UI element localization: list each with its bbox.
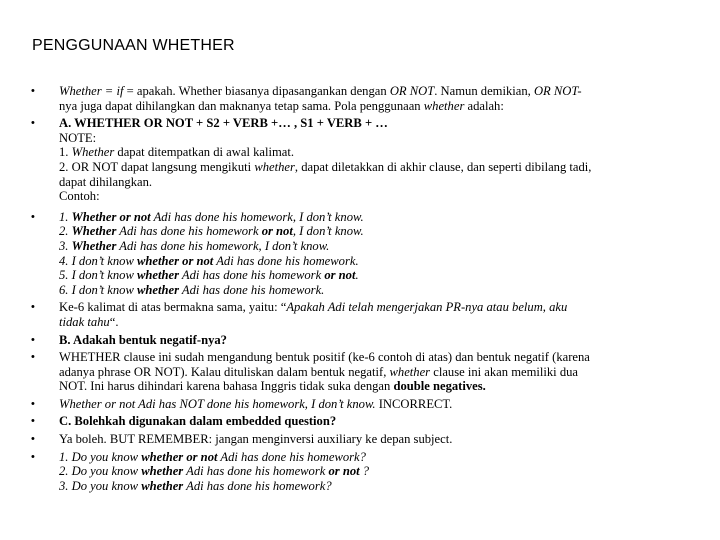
text-segment: Adi has done his homework. bbox=[179, 282, 325, 297]
text-segment: clause ini akan memiliki dua bbox=[430, 364, 579, 379]
text-segment: 4. I don’t know bbox=[59, 253, 138, 268]
text-segment: Whether bbox=[71, 145, 115, 160]
text-segment: Adi has done his homework? bbox=[217, 449, 366, 464]
text-line bbox=[59, 432, 695, 447]
bullet-item bbox=[31, 300, 695, 329]
text-segment: whether bbox=[423, 98, 465, 113]
text-segment: 5. I don’t know bbox=[59, 268, 138, 283]
text-segment: 2. OR NOT dapat langsung mengikuti bbox=[59, 159, 255, 174]
text-segment: 1. Do you know bbox=[59, 449, 142, 464]
text-line bbox=[59, 283, 695, 298]
text-segment: C. Bolehkah digunakan dalam embedded question? bbox=[59, 414, 337, 429]
text-line bbox=[59, 479, 695, 494]
text-segment: nya juga dapat dihilangkan dan maknanya tetap sama. Pola penggunaan bbox=[59, 98, 424, 113]
text-segment: ? bbox=[359, 464, 370, 479]
text-line bbox=[59, 315, 695, 330]
text-line bbox=[59, 189, 695, 204]
text-segment: 6. I don’t know bbox=[59, 282, 138, 297]
text-segment: , I don’t know. bbox=[292, 224, 364, 239]
text-line bbox=[59, 116, 695, 131]
text-segment: WHETHER clause ini sudah mengandung bentuk positif (ke-6 contoh di atas) dan bentuk negatif (karena bbox=[59, 350, 590, 365]
text-segment: double negatives. bbox=[393, 379, 486, 394]
text-segment: adanya phrase OR NOT). Kalau dituliskan dalam bentuk negatif, bbox=[59, 364, 390, 379]
text-line bbox=[59, 99, 695, 114]
text-segment: 2. bbox=[59, 224, 72, 239]
bullet-item bbox=[31, 432, 695, 447]
text-segment: dapat ditempatkan di awal kalimat. bbox=[114, 145, 295, 160]
text-segment: B. Adakah bentuk negatif-nya? bbox=[59, 332, 227, 347]
text-segment: 3. Do you know bbox=[59, 478, 142, 493]
bullet-item bbox=[31, 450, 695, 494]
text-line bbox=[59, 450, 695, 465]
bullet-item bbox=[31, 397, 695, 412]
text-segment: Whether bbox=[71, 224, 117, 239]
text-segment: Adi has done his homework? bbox=[183, 478, 332, 493]
text-line bbox=[59, 379, 695, 394]
text-segment: Adi has done his homework bbox=[183, 464, 329, 479]
text-line bbox=[59, 145, 695, 160]
bullet-item bbox=[31, 116, 695, 204]
bullet-item bbox=[31, 333, 695, 348]
text-segment: whether bbox=[141, 464, 184, 479]
text-line bbox=[59, 414, 695, 429]
text-line bbox=[59, 254, 695, 269]
text-segment: whether bbox=[137, 268, 180, 283]
text-segment: 2. Do you know bbox=[59, 464, 142, 479]
text-segment: whether bbox=[254, 159, 295, 174]
text-segment: Whether = if bbox=[59, 84, 124, 98]
text-line bbox=[59, 84, 695, 99]
text-line bbox=[59, 160, 695, 175]
text-line bbox=[59, 268, 695, 283]
page-title: PENGGUNAAN WHETHER bbox=[32, 37, 235, 54]
text-segment: NOT. Ini harus dihindari karena bahasa Inggris tidak suka dengan bbox=[59, 379, 394, 394]
bullet-item bbox=[31, 210, 695, 298]
bullet-item bbox=[31, 350, 695, 394]
text-segment: whether bbox=[389, 364, 431, 379]
text-segment: Apakah Adi telah mengerjakan PR-nya atau belum, aku bbox=[286, 300, 568, 315]
text-line bbox=[59, 464, 695, 479]
text-segment: whether or not bbox=[141, 449, 218, 464]
text-segment: or not bbox=[261, 224, 293, 239]
text-segment: whether bbox=[141, 478, 184, 493]
text-segment: INCORRECT. bbox=[375, 396, 453, 411]
text-segment: , dapat diletakkan di akhir clause, dan seperti dibilang tadi, bbox=[294, 159, 592, 174]
text-segment: . bbox=[355, 268, 359, 283]
text-segment: Ya boleh. BUT REMEMBER: jangan menginversi auxiliary ke depan subject. bbox=[59, 432, 453, 447]
text-segment: Adi has done his homework, I don’t know. bbox=[150, 209, 364, 224]
text-segment: Ke-6 kalimat di atas bermakna sama, yaitu: “ bbox=[59, 300, 287, 315]
text-segment: 1. bbox=[59, 209, 72, 224]
text-segment: dapat dihilangkan. bbox=[59, 174, 153, 189]
text-segment: or not bbox=[328, 464, 360, 479]
text-segment: Adi has done his homework bbox=[116, 224, 262, 239]
bullet-item bbox=[31, 84, 695, 113]
text-segment: whether bbox=[137, 282, 180, 297]
text-segment: whether or not bbox=[137, 253, 214, 268]
text-line bbox=[59, 397, 695, 412]
text-segment: NOTE: bbox=[59, 130, 97, 145]
text-segment: 1. bbox=[59, 145, 72, 160]
bullet-list bbox=[31, 84, 695, 493]
text-line bbox=[59, 175, 695, 190]
text-line bbox=[59, 365, 695, 380]
text-segment: = apakah. Whether biasanya dipasangankan dengan bbox=[123, 84, 390, 98]
text-line bbox=[59, 300, 695, 315]
text-segment: Whether bbox=[71, 238, 117, 253]
text-segment: OR NOT bbox=[389, 84, 435, 98]
text-segment: Whether or not bbox=[71, 209, 151, 224]
text-segment: “. bbox=[109, 314, 119, 329]
text-segment: Adi has done his homework, I don’t know. bbox=[116, 238, 330, 253]
text-segment: 3. bbox=[59, 238, 72, 253]
text-line bbox=[59, 131, 695, 146]
text-line bbox=[59, 224, 695, 239]
text-line bbox=[59, 333, 695, 348]
text-segment: tidak tahu bbox=[59, 314, 110, 329]
text-segment: Whether or not Adi has NOT done his homework, I don’t know. bbox=[59, 396, 376, 411]
text-segment: A. WHETHER OR NOT + S2 + VERB +… , S1 + VERB + … bbox=[59, 116, 388, 131]
text-segment: adalah: bbox=[464, 98, 504, 113]
text-segment: Contoh: bbox=[59, 189, 100, 204]
text-segment: Adi has done his homework. bbox=[213, 253, 359, 268]
text-segment: . Namun demikian, bbox=[434, 84, 534, 98]
text-line bbox=[59, 239, 695, 254]
text-segment: Adi has done his homework bbox=[179, 268, 325, 283]
text-segment: or not bbox=[324, 268, 356, 283]
bullet-item bbox=[31, 414, 695, 429]
text-segment: OR NOT- bbox=[533, 84, 582, 98]
text-line bbox=[59, 210, 695, 225]
text-line bbox=[59, 350, 695, 365]
